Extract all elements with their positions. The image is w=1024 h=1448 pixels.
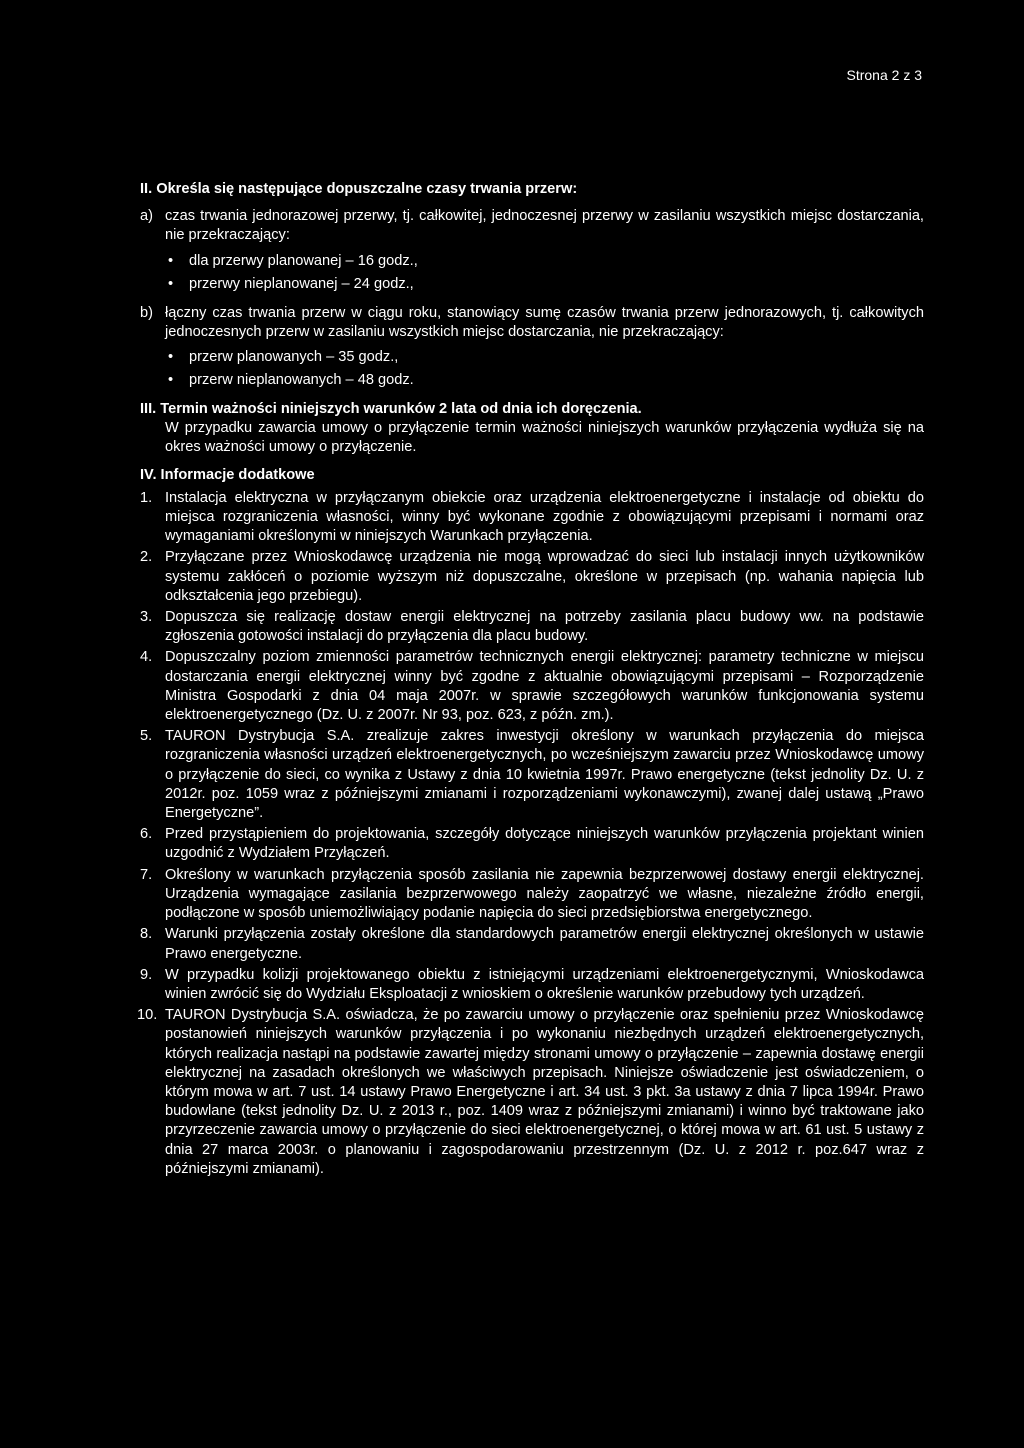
list-item: 8. Warunki przyłączenia zostały określone dla standardowych parametrów energii elektrycznej określonych w ustawie Prawo energetyczne. (140, 926, 924, 962)
section-iv-heading: IV. Informacje dodatkowe (140, 466, 315, 483)
item-b-text: łączny czas trwania przerw w ciągu roku, stanowiący sumę czasów trwania przerw jednorazowych, tj. całkowitych jednoczesnych przerw w zasilaniu wszystkich miejsc dostarczania, nie przekraczający: (165, 304, 924, 340)
bullet-item: • dla przerwy planowanej – 16 godz., (165, 250, 924, 273)
section-iii-heading: III. Termin ważności niniejszych warunków 2 lata od dnia ich doręczenia. (140, 401, 642, 418)
bullet-icon: • (168, 372, 174, 389)
section-ii-item-b (140, 304, 924, 392)
list-item: 6. Przed przystąpieniem do projektowania, szczegóły dotyczące niniejszych warunków przyłączenia projektant winien uzgodnić z Wydziałem Przyłączeń. (140, 826, 924, 862)
item-b-bullets (165, 346, 924, 392)
bullet-item: • przerwy nieplanowanej – 24 godz., (165, 273, 924, 296)
list-item: 2. Przyłączane przez Wnioskodawcę urządzenia nie mogą wprowadzać do sieci lub instalacji innych użytkowników systemu zakłóceń o poziomie wyższym niż dopuszczalne, określone w przepisach (np. wahania napięcia lub odkształcenia jego przebiegu). (140, 549, 924, 604)
bullet-item: • przerw planowanych – 35 godz., (165, 346, 924, 369)
item-b-label: b) (140, 304, 153, 321)
item-a-label: a) (140, 208, 153, 225)
list-item: 9. W przypadku kolizji projektowanego obiektu z istniejącymi urządzeniami elektroenergetycznymi, Wnioskodawca winien zwrócić się do Wydziału Eksploatacji z wnioskiem o określenie warunków przebudowy tych urządzeń. (140, 966, 924, 1002)
item-a-text: czas trwania jednorazowej przerwy, tj. całkowitej, jednoczesnej przerwy w zasilaniu wszystkich miejsc dostarczania, nie przekraczający: (165, 208, 924, 244)
section-iv-list (137, 489, 924, 1179)
page-number: Strona 2 z 3 (846, 67, 922, 83)
list-item: 5. TAURON Dystrybucja S.A. zrealizuje zakres inwestycji określony w warunkach przyłączenia do miejsca rozgraniczenia własności urządzeń elektroenergetycznych, po wcześniejszym zawarciu przez Wnioskodawcę umowy o przyłączenie do sieci, co wynika z Ustawy z dnia 10 kwietnia 1997r. Prawo energetyczne (tekst jednolity Dz. U. z 2012r. poz. 1059 wraz z późniejszymi zmianami i rozporządzeniami wykonawczymi), zwanej dalej ustawą „Prawo Energetyczne”. (140, 728, 924, 822)
bullet-icon: • (168, 349, 174, 366)
section-ii-item-a (140, 207, 924, 295)
bullet-icon: • (168, 252, 174, 269)
bullet-item: • przerw nieplanowanych – 48 godz. (165, 369, 924, 392)
list-item: 7. Określony w warunkach przyłączenia sposób zasilania nie zapewnia bezprzerwowej dostawy energii elektrycznej. Urządzenia wymagające zasilania bezprzerwowego należy zaopatrzyć we własne, niezależne źródło energii, podłączone w sposób uniemożliwiający podanie napięcia do sieci przedsiębiorstwa energetycznego. (140, 866, 924, 922)
list-item: 10. TAURON Dystrybucja S.A. oświadcza, że po zawarciu umowy o przyłączenie oraz spełnieniu przez Wnioskodawcę postanowień niniejszych warunków przyłączenia i po wykonaniu niezbędnych urządzeń elektroenergetycznych, których realizacja nastąpi na podstawie zawartej między stronami umowy o przyłączenie – zapewnia dostawę energii elektrycznej na zasadach określonych we właściwych przepisach. Niniejsze oświadczenie jest oświadczeniem, o którym mowa w art. 7 ust. 14 ustawy Prawo Energetyczne i art. 34 ust. 3 pkt. 3a ustawy z dnia 7 lipca 1994r. Prawo budowlane (tekst jednolity Dz. U. z 2013 r., poz. 1409 wraz z późniejszymi zmianami) i winno być traktowane jako przyrzeczenie zawarcia umowy o przyłączenie do sieci elektroenergetycznej, o której mowa w art. 61 ust. 5 ustawy z dnia 27 marca 2003r. o planowaniu i zagospodarowaniu przestrzennym (Dz. U. z 2012 r. poz.647 wraz z późniejszymi zmianami). (137, 1007, 924, 1177)
item-a-bullets (165, 250, 924, 296)
section-ii-heading: II. Określa się następujące dopuszczalne czasy trwania przerw: (140, 181, 578, 197)
document-body (137, 180, 924, 1181)
list-item: 3. Dopuszcza się realizację dostaw energii elektrycznej na potrzeby zasilania placu budowy ww. na podstawie zgłoszenia gotowości instalacji do przyłączenia dla placu budowy. (140, 609, 924, 645)
list-item: 1. Instalacja elektryczna w przyłączanym obiekcie oraz urządzenia elektroenergetyczne i instalacje od obiektu do miejsca rozgraniczenia własności, winny być wykonane zgodnie z obowiązującymi przepisami i normami oraz wymaganiami określonymi w niniejszych Warunkach przyłączenia. (140, 489, 924, 545)
bullet-icon: • (168, 275, 174, 292)
section-iii-text: W przypadku zawarcia umowy o przyłączenie termin ważności niniejszych warunków przyłączenia wydłuża się na okres ważności umowy o przyłączenie. (165, 420, 924, 456)
list-item: 4. Dopuszczalny poziom zmienności parametrów technicznych energii elektrycznej: parametry techniczne w miejscu dostarczania energii elektrycznej winny być zgodne z aktualnie obowiązującymi przepisami – Rozporządzenie Ministra Gospodarki z dnia 04 maja 2007r. w sprawie szczegółowych warunków funkcjonowania systemu elektroenergetycznego (Dz. U. z 2007r. Nr 93, poz. 623, z późn. zm.). (140, 649, 924, 724)
